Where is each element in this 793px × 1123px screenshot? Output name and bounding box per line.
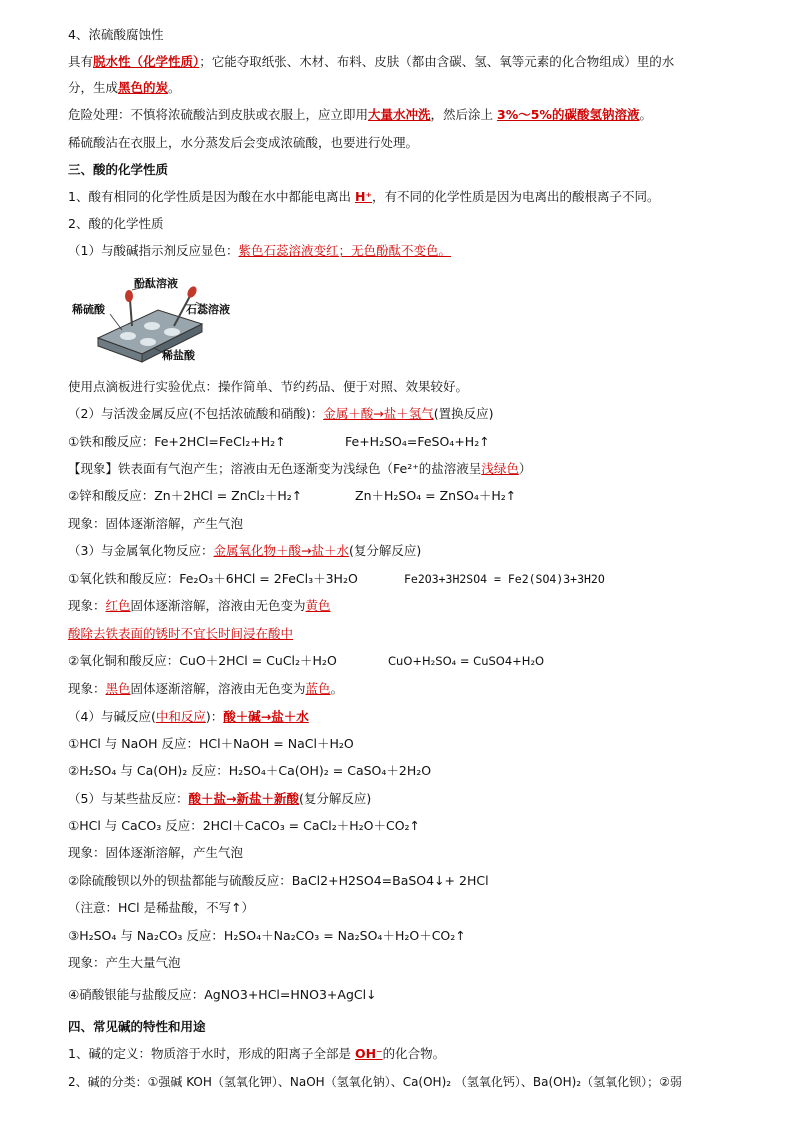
spot-plate-figure: [70, 277, 250, 370]
text: 危险处理：不慎将浓硫酸沾到皮肤或衣服上，应立即用: [68, 107, 369, 122]
equation-hcl-naoh: ①HCl 与 NaOH 反应：HCl＋NaOH = NaCl＋H₂O: [68, 736, 354, 751]
text: 分，生成: [68, 80, 119, 95]
item-metal-oxide-reaction: [68, 542, 421, 560]
text: 。: [330, 681, 344, 696]
equation-cuo-hcl: ②氧化铜和酸反应：CuO＋2HCl = CuCl₂＋H₂O: [68, 653, 337, 668]
text: )：: [205, 709, 224, 724]
equation-h2so4-caoh2: ②H₂SO₄ 与 Ca(OH)₂ 反应：H₂SO₄＋Ca(OH)₂ = CaSO₄＋2H₂O: [68, 763, 432, 778]
equation-fe2o3-hcl: ①氧化铁和酸反应：Fe₂O₃＋6HCl = 2FeCl₃＋3H₂O: [68, 571, 358, 586]
key-term-yellow: 黄色: [305, 598, 331, 613]
text: 现象：: [68, 598, 106, 613]
text: 1、碱的定义：物质溶于水时，形成的阳离子全部是: [68, 1046, 355, 1061]
note-rust-removal: 酸除去铁表面的锈时不宜长时间浸在酸中: [68, 626, 294, 641]
equation-agno3-hcl: ④硝酸银能与盐酸反应：AgNO3+HCl=HNO3+AgCl↓: [68, 987, 377, 1002]
label-dilute-hydrochloric: 稀盐酸: [162, 349, 195, 362]
paragraph-base-definition: [68, 1045, 445, 1063]
key-term-light-green: 浅绿色: [481, 461, 519, 476]
equation-iron-h2so4: Fe+H₂SO₄=FeSO₄+H₂↑: [345, 434, 490, 449]
text: （5）与某些盐反应：: [68, 791, 189, 806]
phenomenon-zinc: 现象：固体逐渐溶解，产生气泡: [68, 516, 244, 531]
key-term-water-rinse: 大量水冲洗: [368, 107, 431, 122]
item-indicator-reaction: [68, 242, 451, 260]
equation-bacl2-h2so4: ②除硫酸钡以外的钡盐都能与硫酸反应：BaCl2+H2SO4=BaSO4↓+ 2HCl: [68, 873, 489, 888]
text: ；它能夺取纸张、木材、布料、皮肤（都由含碳、氢、氧等元素的化合物组成）里的水: [199, 54, 675, 69]
label-litmus: 石蕊溶液: [186, 303, 230, 316]
text: (置换反应): [433, 406, 494, 421]
key-term-acid-salt: 酸＋盐→新盐＋新酸: [188, 791, 299, 806]
paragraph-acid-ionization: [68, 188, 660, 206]
text: 固体逐渐溶解，溶液由无色变为: [130, 681, 306, 696]
phenomenon-caco3: 现象：固体逐渐溶解，产生气泡: [68, 845, 244, 860]
key-term-metal-acid: 金属＋酸→盐＋氢气: [323, 406, 434, 421]
text: 固体逐渐溶解，溶液由无色变为: [130, 598, 306, 613]
text: 具有: [68, 54, 94, 69]
subheading-acid-properties: 2、酸的化学性质: [68, 216, 164, 231]
paragraph-spot-plate-advantages: 使用点滴板进行实验优点：操作简单、节约药品、便于对照、效果较好。: [68, 379, 469, 394]
label-phenolphthalein: 酚酞溶液: [134, 277, 178, 290]
text: 。: [168, 80, 181, 95]
phenomenon-fe2o3: [68, 597, 331, 615]
item-salt-reaction: [68, 790, 371, 808]
text: 【现象】铁表面有气泡产生；溶液由无色逐渐变为浅绿色（Fe²⁺的盐溶液呈: [68, 461, 482, 476]
paragraph-carbon: [68, 79, 181, 97]
text: （1）与酸碱指示剂反应显色：: [68, 243, 239, 258]
spot-plate-illustration: [70, 277, 250, 370]
heading-common-bases: 四、常见碱的特性和用途: [68, 1019, 206, 1034]
label-dilute-sulfuric: 稀硫酸: [72, 303, 105, 316]
note-hcl-dilute: （注意：HCl 是稀盐酸，不写↑）: [68, 900, 255, 915]
equation-iron-hcl: ①铁和酸反应：Fe+2HCl=FeCl₂+H₂↑: [68, 434, 286, 449]
equation-zinc-h2so4: Zn＋H₂SO₄ = ZnSO₄＋H₂↑: [355, 488, 517, 503]
key-term-black-carbon: 黑色的炭: [118, 80, 169, 95]
text: (复分解反应): [298, 791, 372, 806]
equation-fe2o3-h2so4: Fe2O3+3H2SO4 = Fe2(SO4)3+3H2O: [404, 572, 605, 586]
equation-h2so4-na2co3: ③H₂SO₄ 与 Na₂CO₃ 反应：H₂SO₄＋Na₂CO₃ = Na₂SO₄＋H₂O＋CO₂↑: [68, 928, 466, 943]
key-term-indicator-colors: 紫色石蕊溶液变红；无色酚酞不变色。: [238, 243, 451, 258]
paragraph-danger-handling: [68, 106, 652, 124]
text: ，有不同的化学性质是因为电离出的酸根离子不同。: [372, 189, 660, 204]
text: 的化合物。: [382, 1046, 446, 1061]
paragraph-dilute-acid: 稀硫酸沾在衣服上，水分蒸发后会变成浓硫酸，也要进行处理。: [68, 135, 419, 150]
phenomenon-cuo: [68, 680, 343, 698]
key-term-black: 黑色: [105, 681, 131, 696]
text: 。: [639, 107, 652, 122]
key-term-red: 红色: [105, 598, 131, 613]
text: ，然后涂上: [430, 107, 498, 122]
equation-cuo-h2so4: CuO+H₂SO₄ = CuSO4+H₂O: [388, 654, 545, 668]
phenomenon-na2co3: 现象：产生大量气泡: [68, 955, 181, 970]
paragraph-dehydration: [68, 53, 674, 71]
key-term-oxide-acid: 金属氧化物＋酸→盐＋水: [213, 543, 349, 558]
paragraph-base-classification: 2、碱的分类：①强碱 KOH（氢氧化钾）、NaOH（氢氧化钠）、Ca(OH)₂ （氢氧化钙）、Ba(OH)₂（氢氧化钡）；②弱: [68, 1075, 682, 1089]
key-term-h-ion: H⁺: [354, 189, 372, 204]
text: 1、酸有相同的化学性质是因为酸在水中都能电离出: [68, 189, 355, 204]
phenomenon-iron: [68, 460, 531, 478]
item-base-reaction: [68, 708, 309, 726]
key-term-blue: 蓝色: [305, 681, 331, 696]
text: （4）与碱反应(: [68, 709, 156, 724]
item-metal-reaction: [68, 405, 493, 423]
text: （2）与活泼金属反应(不包括浓硫酸和硝酸)：: [68, 406, 324, 421]
text: 现象：: [68, 681, 106, 696]
key-term-dehydration: 脱水性（化学性质）: [93, 54, 200, 69]
key-term-neutralization: 中和反应: [155, 709, 206, 724]
key-term-oh-ion: OH⁻: [354, 1046, 383, 1061]
text: ）: [518, 461, 532, 476]
text: （3）与金属氧化物反应：: [68, 543, 214, 558]
equation-zinc-hcl: ②锌和酸反应：Zn＋2HCl = ZnCl₂＋H₂↑: [68, 488, 303, 503]
key-term-acid-base: 酸＋碱→盐＋水: [223, 709, 309, 724]
section-title-corrosiveness: 4、浓硫酸腐蚀性: [68, 27, 164, 42]
key-term-bicarbonate: 3%～5%的碳酸氢钠溶液: [497, 107, 640, 122]
equation-hcl-caco3: ①HCl 与 CaCO₃ 反应：2HCl＋CaCO₃ = CaCl₂＋H₂O＋CO₂↑: [68, 818, 421, 833]
heading-acid-chemical-properties: 三、酸的化学性质: [68, 162, 169, 177]
text: (复分解反应): [348, 543, 422, 558]
